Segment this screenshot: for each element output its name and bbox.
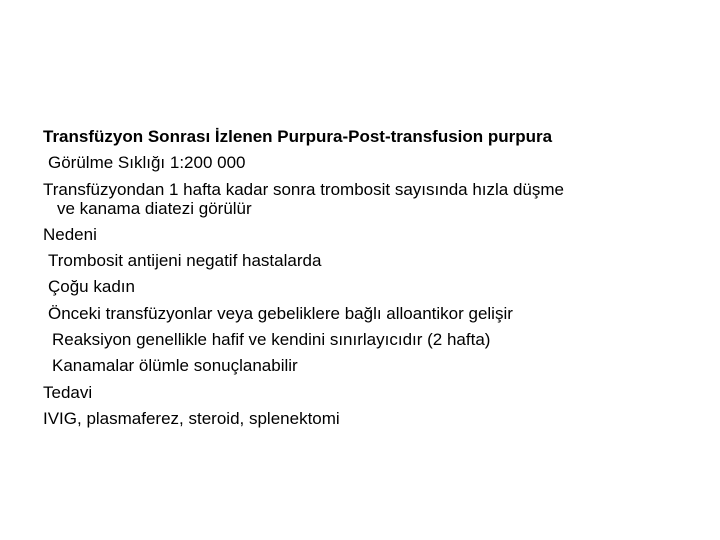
cause-item-antigen: Trombosit antijeni negatif hastalarda <box>48 251 322 271</box>
treatment-heading: Tedavi <box>43 382 93 402</box>
cause-item-alloantibody: Önceki transfüzyonlar veya gebeliklere bağlı alloantikor gelişir <box>48 303 513 323</box>
slide-body <box>43 124 683 432</box>
treatment-line: IVIG, plasmaferez, steroid, splenektomi <box>43 408 340 428</box>
bleeding-line: Kanamalar ölümle sonuçlanabilir <box>52 356 298 376</box>
frequency-line: Görülme Sıklığı 1:200 000 <box>48 153 246 173</box>
cause-item-women: Çoğu kadın <box>48 277 135 297</box>
onset-line: Transfüzyondan 1 hafta kadar sonra trombosit sayısında hızla düşme <box>43 179 564 199</box>
slide-title: Transfüzyon Sonrası İzlenen Purpura-Post-transfusion purpura <box>43 127 553 146</box>
onset-line-continued: ve kanama diatezi görülür <box>57 198 252 218</box>
reaction-line: Reaksiyon genellikle hafif ve kendini sınırlayıcıdır (2 hafta) <box>52 330 491 350</box>
cause-heading: Nedeni <box>43 224 97 244</box>
